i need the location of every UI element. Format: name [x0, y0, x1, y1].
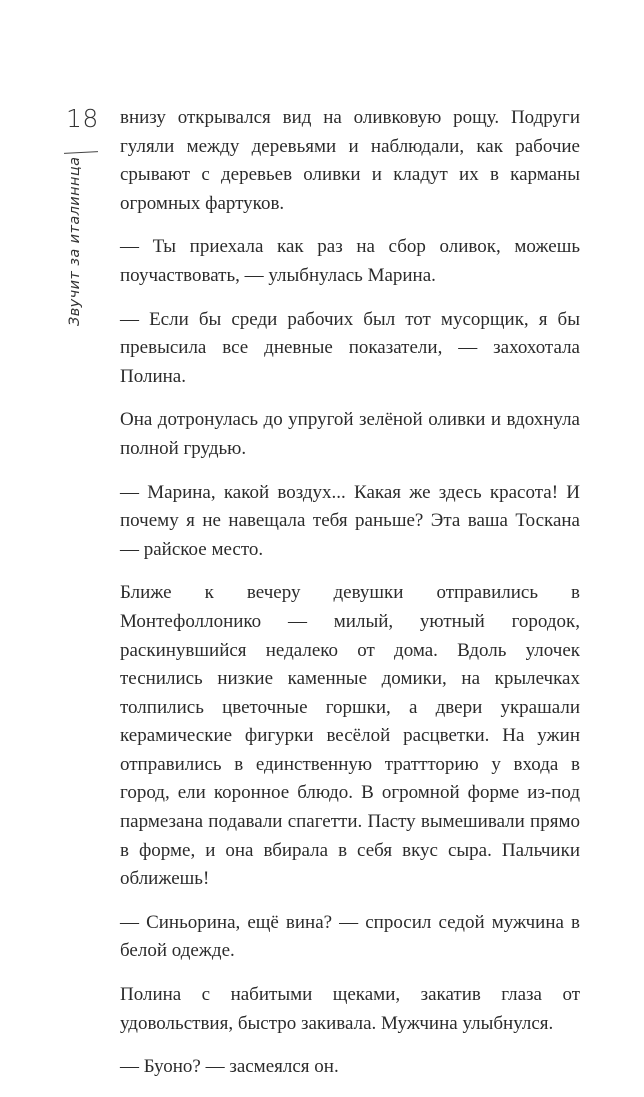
paragraph: внизу открывался вид на оливковую рощу. Подруги гуляли между деревьями и наблюдали, как рабочие срывают с деревьев оливки и кладут их в карманы огромных фартуков.: [120, 107, 580, 214]
paragraph: — Ты приехала как раз на сбор оливок, можешь поучаствовать, — улыбнулась Марина.: [120, 236, 580, 286]
body-text: [120, 104, 580, 1097]
paragraph: — Если бы среди рабочих был тот мусорщик, я бы превысила все дневные показатели, — захохотала Полина.: [120, 308, 580, 387]
paragraph: Ближе к вечеру девушки отправились в Монтефоллонико — милый, уютный городок, раскинувшийся недалеко от дома. Вдоль улочек теснились низкие каменные домики, на крылечках толпились цветочные горшки, а двери украшали керамические фигурки весёлой расцветки. На ужин отправились в единственную траттторию у входа в город, ели коронное блюдо. В огромной форме из-под пармезана подавали спагетти. Пасту вымешивали прямо в форме, и она вбирала в себя вкус сыра. Пальчики оближешь!: [120, 582, 580, 890]
page-number: 18: [66, 104, 99, 133]
running-title: Звучит за италиннца: [67, 156, 83, 326]
paragraph: — Синьорина, ещё вина? — спросил седой мужчина в белой одежде.: [120, 911, 580, 962]
paragraph: — Буоно? — засмеялся он.: [120, 1056, 339, 1078]
paragraph: Полина с набитыми щеками, закатив глаза от удовольствия, быстро закивала. Мужчина улыбнулся.: [120, 984, 580, 1034]
paragraph: — Марина, какой воздух... Какая же здесь красота! И почему я не навещала тебя раньше? Эта ваша Тоскана — райское место.: [120, 481, 580, 560]
paragraph: Она дотронулась до упругой зелёной оливки и вдохнула полной грудью.: [120, 409, 580, 459]
margin-rule: [64, 151, 98, 154]
